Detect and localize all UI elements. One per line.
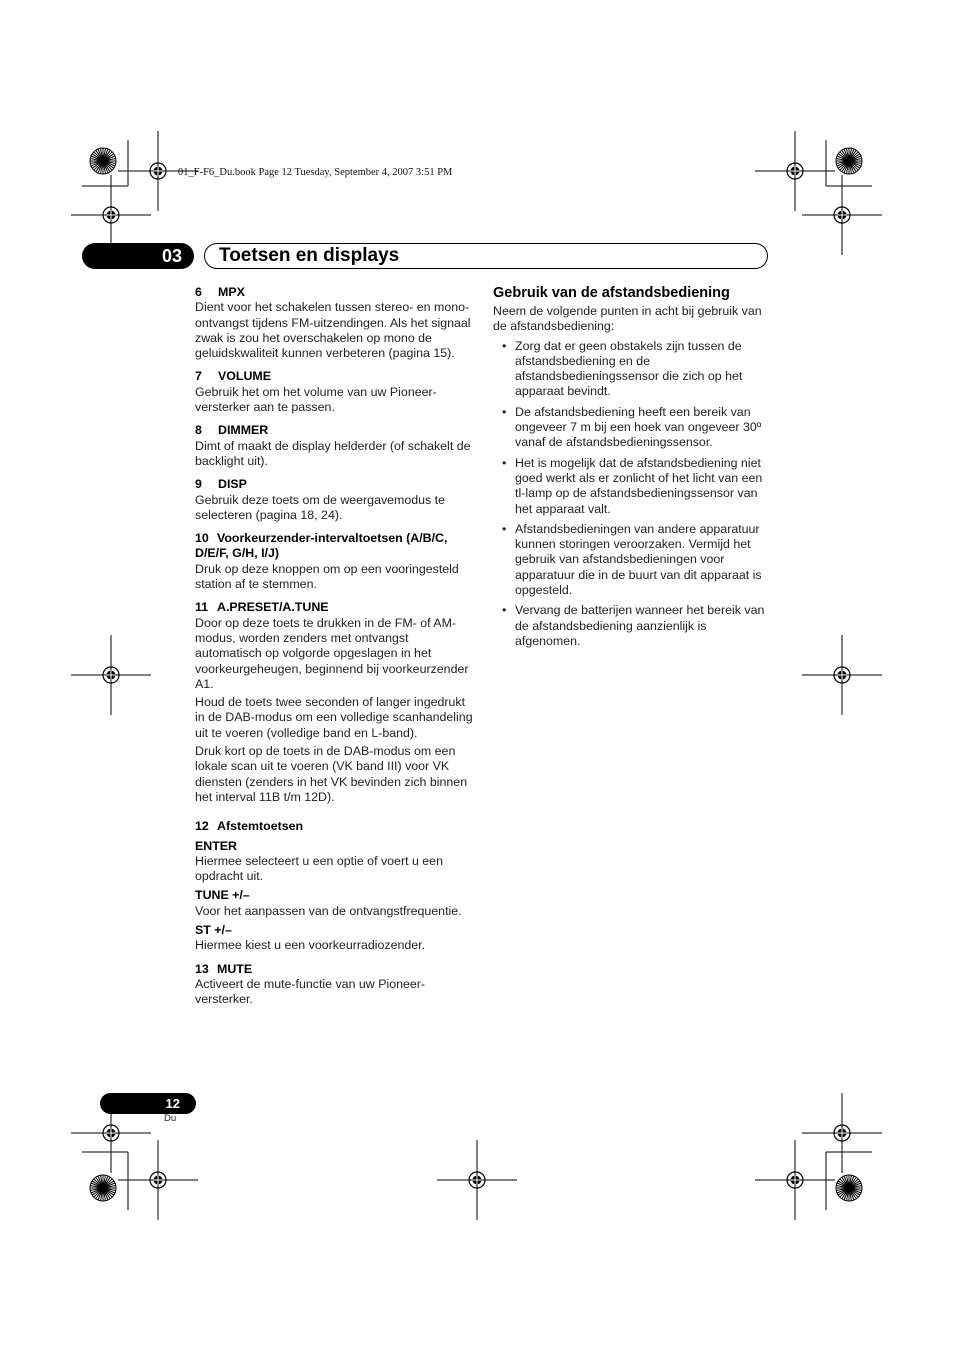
bullet-item: • De afstandsbediening heeft een bereik van ongeveer 7 m bij een hoek van ongeveer 30º vanaf de afstandsbedieningssensor.	[502, 404, 762, 450]
bullet-icon: •	[502, 455, 507, 470]
list-item	[195, 477, 475, 523]
subitem-text: Voor het aanpassen van de ontvangstfrequentie.	[195, 903, 462, 918]
item-title: DISP	[218, 477, 247, 492]
item-number: 12	[195, 819, 209, 834]
bullet-icon: •	[502, 404, 507, 419]
item-text: Dient voor het schakelen tussen stereo- en mono-ontvangst tijdens FM-uitzendingen. Als het signaal zwak is zou het overschakelen op mono de geluidskwaliteit kunnen verbeteren (pagina 15).	[195, 300, 471, 361]
chapter-title: Toetsen en displays	[204, 243, 768, 269]
list-item	[195, 600, 475, 805]
bullet-icon: •	[502, 338, 507, 353]
item-text: Door op deze toets te drukken in de FM- of AM-modus, worden zenders met ontvangst automatisch op volgorde opgeslagen in het voorkeurgeheugen, beginnend bij voorkeurzender A1.	[195, 615, 469, 691]
subitem-title: ENTER	[195, 838, 237, 853]
item-text: Gebruik het om het volume van uw Pioneer-versterker aan te passen.	[195, 384, 437, 415]
subitem-text: Hiermee selecteert u een optie of voert u een opdracht uit.	[195, 853, 443, 884]
item-text: Druk kort op de toets in de DAB-modus om een lokale scan uit te voeren (VK band III) voor VK diensten (zenders in het VK bevinden zich binnen het interval 11B t/m 12D).	[195, 744, 468, 804]
list-item	[195, 962, 475, 1008]
item-number: 8	[195, 423, 202, 438]
page-language: Du	[164, 1113, 177, 1124]
item-text: Dimt of maakt de display helderder (of schakelt de backlight uit).	[195, 438, 471, 468]
item-number: 11	[195, 600, 209, 615]
bullet-item: • Vervang de batterijen wanneer het bereik van de afstandsbediening aanzienlijk is afgenomen.	[502, 603, 765, 648]
item-number: 13	[195, 961, 209, 976]
item-text: Gebruik deze toets om de weergavemodus te selecteren (pagina 18, 24).	[195, 492, 446, 522]
item-title: DIMMER	[218, 423, 269, 438]
bullet-icon: •	[502, 521, 507, 536]
item-text: Houd de toets twee seconden of langer ingedrukt in de DAB-modus om een volledige scanhandeling uit te voeren (volledige band en L-band).	[195, 695, 473, 740]
subitem-title: TUNE +/–	[195, 888, 250, 903]
item-number: 7	[195, 369, 202, 384]
subitem-text: Hiermee kiest u een voorkeurradiozender.	[195, 938, 426, 953]
list-item	[195, 369, 475, 415]
chapter-number: 03	[82, 243, 194, 269]
item-text: Druk op deze knoppen om op een vooringesteld station af te stemmen.	[195, 561, 459, 592]
item-number: 10	[195, 531, 209, 546]
list-item	[195, 531, 475, 592]
item-title: Voorkeurzender-intervaltoetsen (A/B/C, D/E/F, G/H, I/J)	[195, 531, 448, 561]
list-item	[195, 819, 475, 953]
item-number: 6	[195, 285, 202, 299]
left-column	[195, 285, 475, 1015]
item-text: Activeert de mute-functie van uw Pioneer-versterker.	[195, 976, 426, 1007]
chapter-header	[82, 243, 768, 269]
page-number: 12	[100, 1093, 196, 1114]
item-title: A.PRESET/A.TUNE	[217, 600, 329, 615]
item-title: MUTE	[217, 961, 253, 976]
subitem-title: ST +/–	[195, 922, 232, 937]
item-title: Afstemtoetsen	[217, 819, 304, 834]
bullet-list	[493, 339, 771, 650]
item-number: 9	[195, 477, 202, 492]
book-info-line: 01_F-F6_Du.book Page 12 Tuesday, September 4, 2007 3:51 PM	[178, 167, 453, 178]
bullet-icon: •	[502, 603, 507, 618]
item-title: MPX	[218, 285, 245, 299]
list-item	[195, 285, 475, 361]
section-intro: Neem de volgende punten in acht bij gebruik van de afstandsbediening:	[493, 304, 762, 334]
bullet-item: • Afstandsbedieningen van andere apparatuur kunnen storingen veroorzaken. Vermijd het gebruik van afstandsbedieningen voor apparatuur die in de buurt van dit apparaat is opgesteld.	[502, 521, 762, 598]
section-heading: Gebruik van de afstandsbediening	[493, 285, 730, 301]
bullet-item: • Het is mogelijk dat de afstandsbediening niet goed werkt als er zonlicht of het licht van een tl-lamp op de afstandsbedieningssensor van het apparaat valt.	[502, 455, 763, 516]
list-item	[195, 423, 475, 469]
bullet-item: • Zorg dat er geen obstakels zijn tussen de afstandsbediening en de afstandsbedieningssensor die zich op het apparaat bevindt.	[502, 338, 743, 399]
item-title: VOLUME	[218, 369, 272, 384]
right-column	[493, 285, 771, 654]
